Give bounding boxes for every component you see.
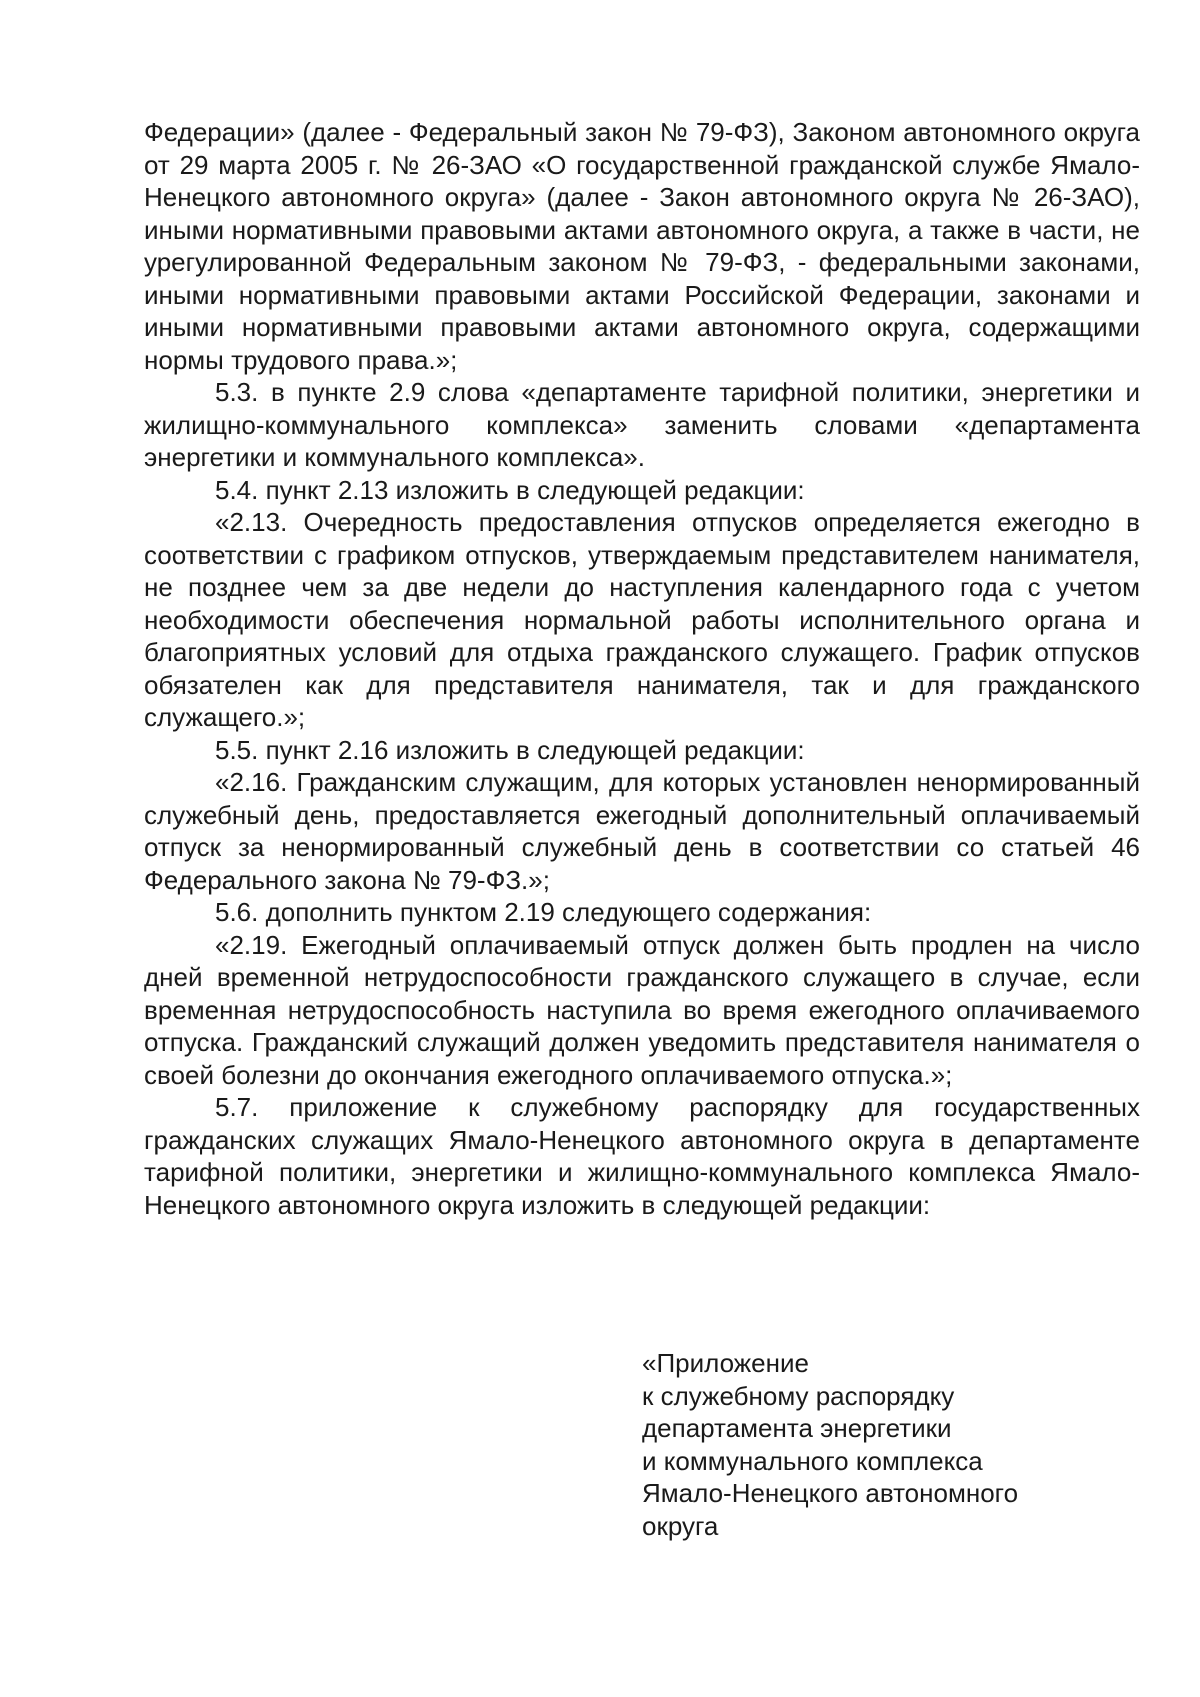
paragraph-clause-2-19: «2.19. Ежегодный оплачиваемый отпуск должен быть продлен на число дней временной нетрудоспособности гражданского служащего в случае, если временная нетрудоспособность наступила во время ежегодного оплачиваемого отпуска. Гражданский служащий должен уведомить представителя нанимателя о своей болезни до окончания ежегодного оплачиваемого отпуска.»;: [144, 929, 1140, 1090]
appendix-line: и коммунального комплекса: [642, 1445, 983, 1476]
appendix-line: «Приложение: [642, 1348, 809, 1378]
paragraph-clause-2-16: «2.16. Гражданским служащим, для которых установлен ненормированный служебный день, предоставляется ежегодный дополнительный оплачиваемый отпуск за ненормированный служебный день в соответствии со статьей 46 Федерального закона № 79-ФЗ.»;: [144, 767, 1140, 895]
appendix-line: Ямало-Ненецкого автономного: [642, 1478, 1019, 1508]
paragraph-continuation: Федерации» (далее - Федеральный закон № 79-ФЗ), Законом автономного округа от 29 марта 2005 г. № 26-ЗАО «О государственной гражданской службе Ямало-Ненецкого автономного округа» (далее - Закон автономного округа № 26-ЗАО), иными нормативными правовыми актами автономного округа, а также в части, не урегулированной Федеральным законом № 79-ФЗ, - федеральными законами, иными нормативными правовыми актами Российской Федерации, законами и иными нормативными правовыми актами автономного округа, содержащими нормы трудового права.»;: [144, 117, 1140, 375]
document-body: [144, 116, 1140, 1221]
appendix-line: округа: [642, 1510, 719, 1541]
appendix-line: к служебному распорядку: [642, 1380, 955, 1411]
appendix-line: департамента энергетики: [642, 1413, 952, 1443]
paragraph-item-5-5: 5.5. пункт 2.16 изложить в следующей редакции:: [215, 734, 805, 765]
paragraph-item-5-4: 5.4. пункт 2.13 изложить в следующей редакции:: [215, 474, 805, 505]
paragraph-item-5-3: 5.3. в пункте 2.9 слова «департаменте тарифной политики, энергетики и жилищно-коммунального комплекса» заменить словами «департамента энергетики и коммунального комплекса».: [144, 377, 1140, 472]
appendix-heading-block: [642, 1347, 1112, 1542]
paragraph-item-5-7: 5.7. приложение к служебному распорядку для государственных гражданских служащих Ямало-Ненецкого автономного округа в департаменте тарифной политики, энергетики и жилищно-коммунального комплекса Ямало-Ненецкого автономного округа изложить в следующей редакции:: [144, 1092, 1140, 1220]
paragraph-clause-2-13: «2.13. Очередность предоставления отпусков определяется ежегодно в соответствии с графиком отпусков, утверждаемым представителем нанимателя, не позднее чем за две недели до наступления календарного года с учетом необходимости обеспечения нормальной работы исполнительного органа и благоприятных условий для отдыха гражданского служащего. График отпусков обязателен как для представителя нанимателя, так и для гражданского служащего.»;: [144, 507, 1140, 732]
paragraph-item-5-6: 5.6. дополнить пунктом 2.19 следующего содержания:: [215, 897, 872, 927]
